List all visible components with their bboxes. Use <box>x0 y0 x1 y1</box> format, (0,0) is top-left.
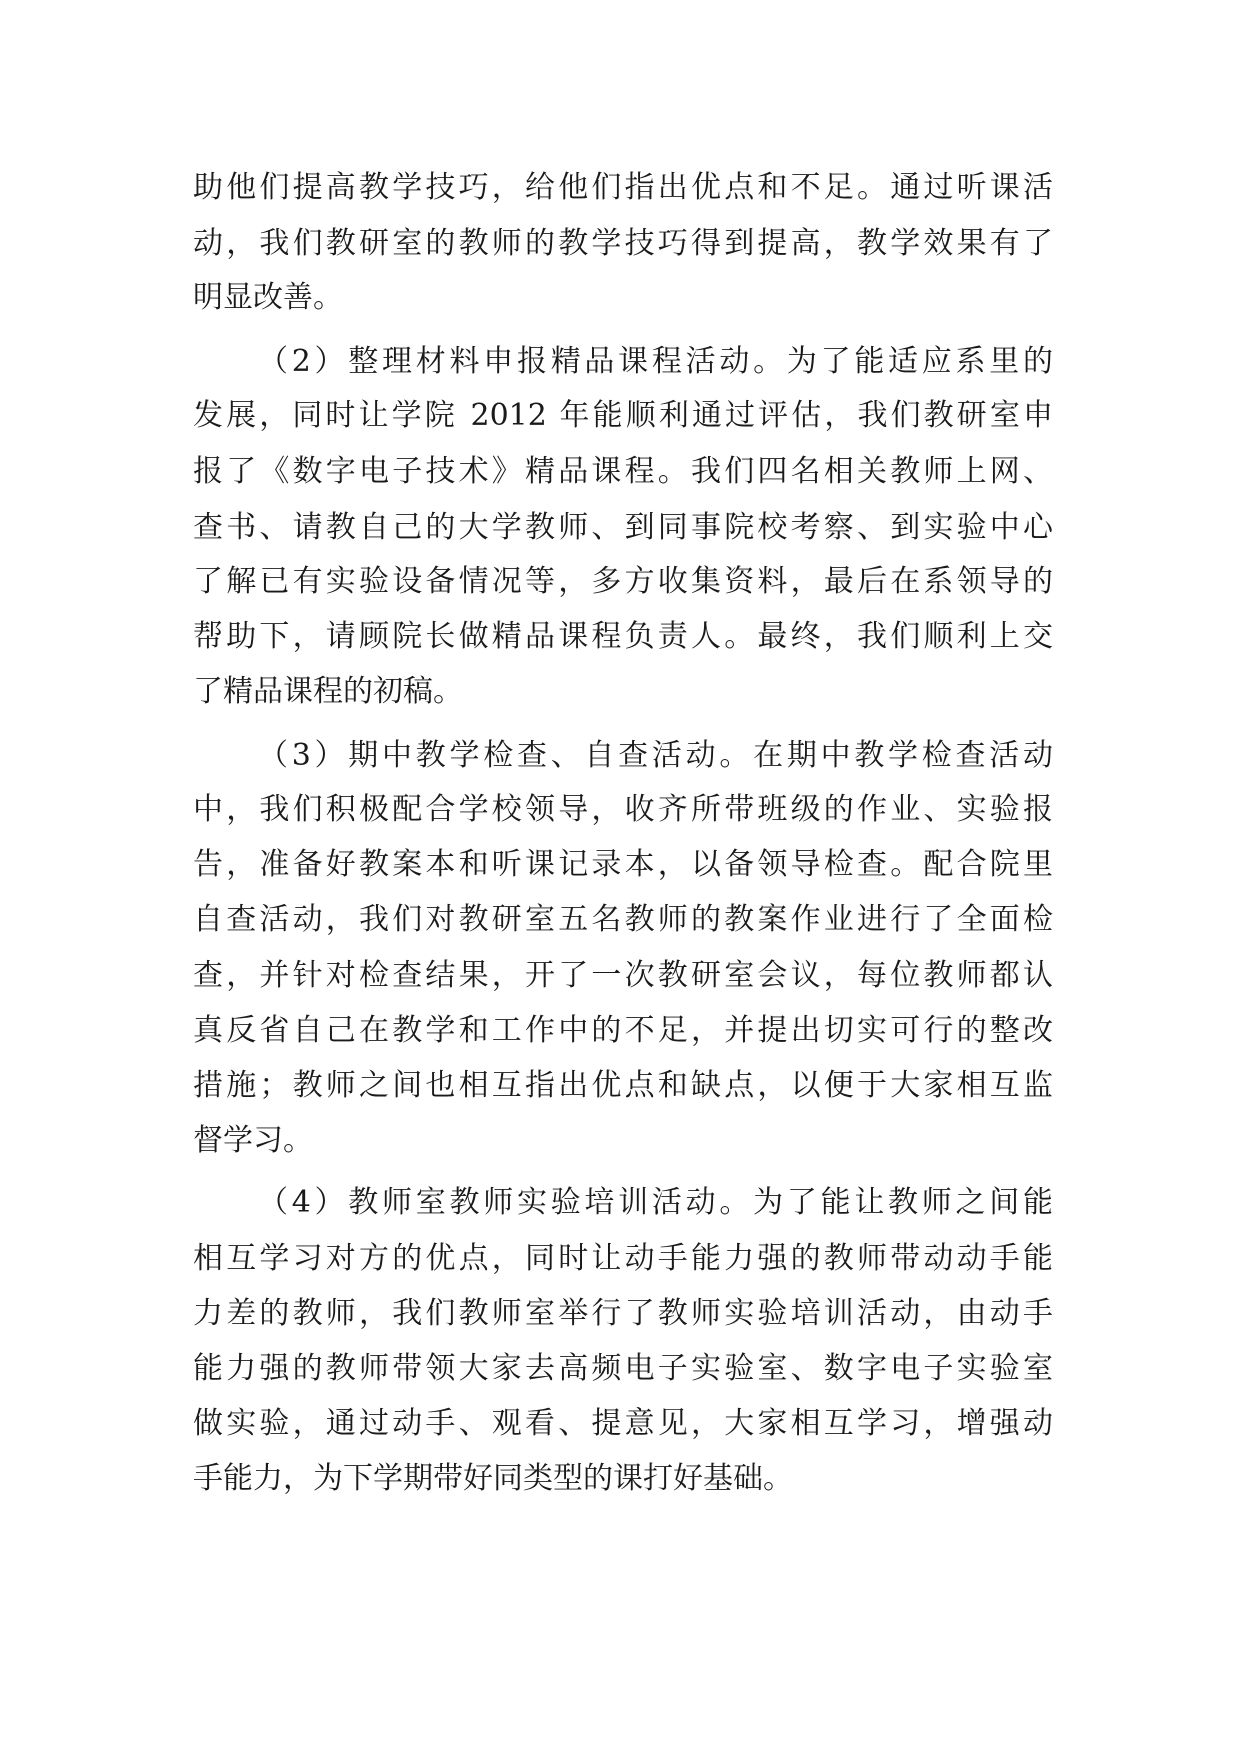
text-line: 做实验，通过动手、观看、提意见，大家相互学习，增强动 <box>193 1406 1053 1441</box>
text-line: 助他们提高教学技巧，给他们指出优点和不足。通过听课活 <box>193 170 1053 205</box>
text-line: 中，我们积极配合学校领导，收齐所带班级的作业、实验报 <box>193 792 1053 827</box>
paragraph-start-line: （4）教师室教师实验培训活动。为了能让教师之间能 <box>258 1185 1053 1220</box>
text-line: 能力强的教师带领大家去高频电子实验室、数字电子实验室 <box>193 1351 1053 1386</box>
text-line: 督学习。 <box>193 1123 313 1158</box>
text-line: 明显改善。 <box>193 280 343 315</box>
text-line: 力差的教师，我们教师室举行了教师实验培训活动，由动手 <box>193 1296 1053 1331</box>
text-line: 报了《数字电子技术》精品课程。我们四名相关教师上网、 <box>193 454 1053 489</box>
text-line: 告，准备好教案本和听课记录本，以备领导检查。配合院里 <box>193 847 1053 882</box>
text-line: 查，并针对检查结果，开了一次教研室会议，每位教师都认 <box>193 958 1053 993</box>
paragraph-start-line: （3）期中教学检查、自查活动。在期中教学检查活动 <box>258 738 1053 773</box>
text-line: 手能力，为下学期带好同类型的课打好基础。 <box>193 1461 793 1496</box>
text-line: 措施；教师之间也相互指出优点和缺点，以便于大家相互监 <box>193 1068 1053 1103</box>
text-line: 动，我们教研室的教师的教学技巧得到提高，教学效果有了 <box>193 226 1053 261</box>
text-line: 查书、请教自己的大学教师、到同事院校考察、到实验中心 <box>193 510 1053 545</box>
text-line: 帮助下，请顾院长做精品课程负责人。最终，我们顺利上交 <box>193 619 1053 654</box>
text-line: 了解已有实验设备情况等，多方收集资料，最后在系领导的 <box>193 564 1053 599</box>
text-line: 相互学习对方的优点，同时让动手能力强的教师带动动手能 <box>193 1241 1053 1276</box>
paragraph-start-line: （2）整理材料申报精品课程活动。为了能适应系里的 <box>258 344 1053 379</box>
text-line: 自查活动，我们对教研室五名教师的教案作业进行了全面检 <box>193 902 1053 937</box>
text-line: 了精品课程的初稿。 <box>193 674 463 709</box>
text-line: 真反省自己在教学和工作中的不足，并提出切实可行的整改 <box>193 1013 1053 1048</box>
text-line: 发展，同时让学院 2012 年能顺利通过评估，我们教研室申 <box>193 398 1053 433</box>
